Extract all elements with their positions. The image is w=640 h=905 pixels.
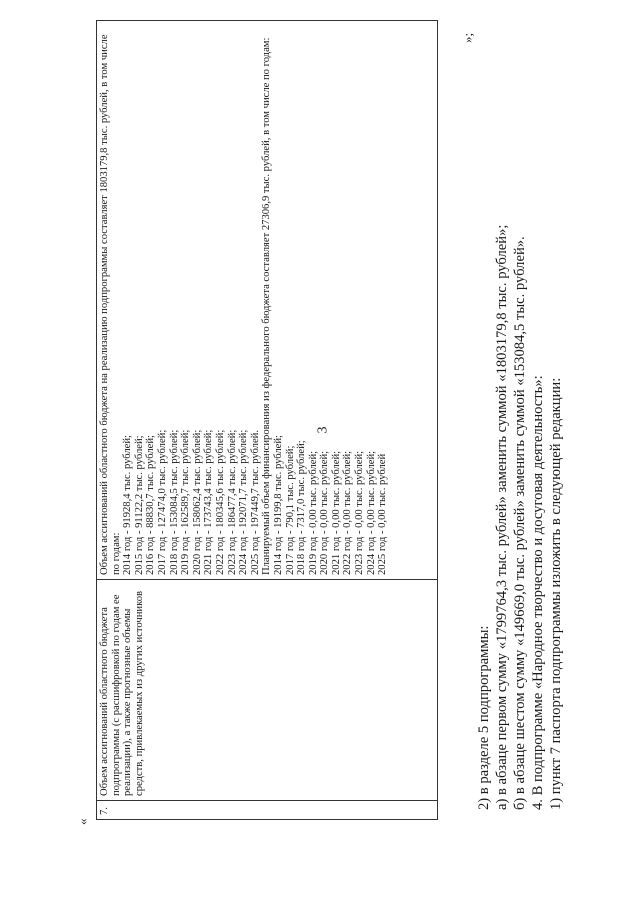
row-content [97, 21, 438, 580]
year-line: 2020 год - 158062,4 тыс. рублей; [191, 429, 203, 575]
year-line: 2018 год - 153084,5 тыс. рублей; [168, 429, 180, 575]
passport-table [96, 20, 438, 820]
federal-budget-intro: Планируемый объем финансирования из федерального бюджета составляет 27306,9 тыс. рублей, в том числе по годам: [261, 37, 273, 575]
year-line: 2017 год - 127474,0 тыс. рублей; [156, 429, 168, 575]
year-line: 2025 год - 0,00 тыс. рублей [377, 453, 389, 575]
year-line: 2020 год - 0,00 тыс. рублей; [319, 450, 331, 575]
federal-years-list [273, 25, 389, 575]
paragraph-1: 1) пункт 7 паспорта подпрограммы изложить в следующей редакции: [548, 377, 564, 810]
page-number: 3 [315, 426, 331, 434]
year-line: 2014 год - 91928,4 тыс. рублей; [122, 435, 134, 575]
regional-years-list [122, 25, 261, 575]
row-label: Объем ассигнований областного бюджета подпрограммы (с расшифровкой по годам ее реализации), а также прогнозные объемы средств, привлекаемых из других источников [97, 580, 438, 801]
paragraph-4: 4. В подпрограмме «Народное творчество и досуговая деятельность»: [530, 375, 546, 810]
year-line: 2025 год - 197449,7 тыс. рублей. [249, 430, 261, 575]
year-line: 2022 год - 0,00 тыс. рублей; [342, 450, 354, 575]
year-line: 2017 год - 790,1 тыс. рублей; [284, 445, 296, 575]
year-line: 2021 год - 173743,4 тыс. рублей; [203, 429, 215, 575]
year-line: 2015 год - 91122,2 тыс. рублей; [133, 435, 145, 575]
row-number: 7. [97, 801, 438, 820]
opening-quote: « [75, 818, 90, 825]
year-line: 2023 год - 186477,4 тыс. рублей; [226, 429, 238, 575]
table-row [97, 21, 438, 820]
year-line: 2022 год - 180345,6 тыс. рублей; [214, 429, 226, 575]
year-line: 2019 год - 0,00 тыс. рублей; [307, 450, 319, 575]
year-line: 2018 год - 7317,0 тыс. рублей; [296, 440, 308, 575]
closing-quote: »; [460, 32, 475, 43]
year-line: 2024 год - 192071,7 тыс. рублей; [238, 429, 250, 575]
year-line: 2023 год - 0,00 тыс. рублей; [354, 450, 366, 575]
year-line: 2024 год - 0,00 тыс. рублей; [365, 450, 377, 575]
year-line: 2014 год - 19199,8 тыс. рублей; [272, 435, 284, 575]
regional-budget-intro: Объем ассигнований областного бюджета на реализацию подпрограммы составляет 1803179,8 тыс. рублей, в том числе по годам: [99, 34, 122, 575]
year-line: 2016 год - 88830,7 тыс. рублей; [145, 435, 157, 575]
paragraph-a: а) в абзаце первом сумму «1799764,3 тыс. рублей» заменить суммой «1803179,8 тыс. рублей»; [494, 224, 510, 810]
year-line: 2021 год - 0,00 тыс. рублей; [330, 450, 342, 575]
year-line: 2019 год - 162589,7 тыс. рублей; [180, 429, 192, 575]
paragraph-b: б) в абзаце шестом сумму «149669,0 тыс. рублей» заменить суммой «153084,5 тыс. рублей». [512, 236, 528, 810]
paragraph-section5: 2) в разделе 5 подпрограммы: [476, 625, 492, 810]
body-text [475, 30, 565, 810]
